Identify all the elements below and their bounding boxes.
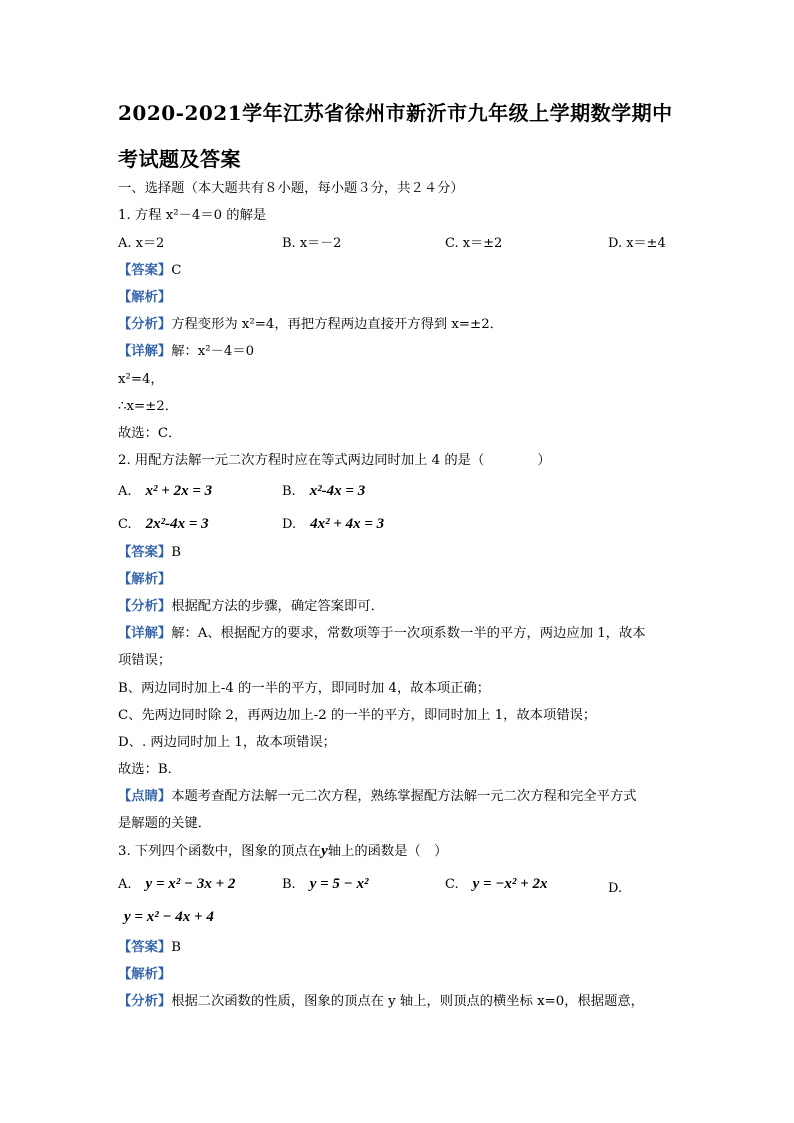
- q1-analysis: [118, 289, 171, 307]
- fenxi-tag: 【分析】: [118, 994, 172, 1009]
- fenxi-text: 根据配方法的步骤，确定答案即可．: [171, 599, 384, 614]
- answer-value: B: [171, 940, 181, 955]
- equation: y = −x² + 2x: [472, 876, 548, 892]
- analysis-tag: 【解析】: [118, 290, 172, 305]
- q3-analysis: [118, 966, 171, 984]
- q3-fenxi: [118, 993, 644, 1011]
- q2-xiangjie-cont: 项错误；: [118, 653, 172, 668]
- xiangjie-tag: 【详解】: [118, 344, 172, 359]
- fenxi-tag: 【分析】: [118, 317, 172, 332]
- q1-fenxi: [118, 316, 503, 334]
- answer-value: C: [171, 263, 182, 278]
- q1-xiangjie: [118, 343, 254, 361]
- dianjing-text: 本题考查配方法解一元二次方程，熟练掌握配方法解一元二次方程和完全平方式: [171, 789, 637, 804]
- stem-var: y: [321, 843, 328, 859]
- fenxi-text: 方程变形为 x²=4，再把方程两边直接开方得到 x=±2．: [171, 317, 503, 332]
- q1-stem: 1. 方程 x²－4＝0 的解是: [118, 208, 267, 223]
- analysis-tag: 【解析】: [118, 967, 172, 982]
- q2-stem: 2. 用配方法解一元二次方程时应在等式两边同时加上 4 的是（ ）: [118, 453, 551, 468]
- option-label: B.: [282, 877, 296, 892]
- stem-pre: 3. 下列四个函数中，图象的顶点在: [118, 844, 322, 859]
- stem-post: 轴上的函数是（ ）: [327, 844, 448, 859]
- xiangjie-text: 解：A、根据配方的要求，常数项等于一次项系数一半的平方，两边应加 1，故本: [171, 626, 646, 641]
- equation: y = x² − 3x + 2: [145, 876, 236, 892]
- q2-answer: [118, 544, 181, 562]
- equation: 4x² + 4x = 3: [310, 516, 385, 532]
- q2-option-a: [118, 482, 212, 501]
- q2-line-c: C、先两边同时除 2，再两边加上-2 的一半的平方，即同时加上 1，故本项错误；: [118, 708, 597, 723]
- equation: x²-4x = 3: [309, 483, 366, 499]
- q2-option-c: [118, 515, 209, 534]
- equation: x² + 2x = 3: [145, 483, 213, 499]
- option-label: C.: [118, 517, 132, 532]
- option-label: A.: [118, 484, 132, 499]
- analysis-tag: 【解析】: [118, 572, 172, 587]
- q1-option-d: D. x＝±4: [608, 236, 666, 251]
- option-label: D.: [608, 881, 623, 896]
- q1-option-a: A. x＝2: [118, 236, 165, 251]
- q3-option-c: [445, 875, 547, 894]
- equation: 2x²-4x = 3: [145, 516, 209, 532]
- q1-option-c: C. x＝±2: [445, 236, 503, 251]
- q3-answer: [118, 939, 181, 957]
- document-title-line2: 考试题及答案: [118, 147, 241, 171]
- q1-step2: x²=4，: [118, 372, 164, 387]
- equation: y = 5 − x²: [309, 876, 369, 892]
- q3-stem: [118, 842, 447, 861]
- option-label: B.: [282, 484, 296, 499]
- q1-option-b: B. x＝－2: [282, 236, 342, 251]
- q1-step3: ∴x=±2．: [118, 399, 178, 414]
- option-label: C.: [445, 877, 459, 892]
- fenxi-tag: 【分析】: [118, 599, 172, 614]
- q3-option-a: [118, 875, 235, 894]
- q2-choose: 故选：B．: [118, 762, 181, 777]
- q3-option-b: [282, 875, 368, 894]
- answer-tag: 【答案】: [118, 263, 172, 278]
- q3-option-d-equation: [110, 908, 214, 927]
- q2-line-d: D、. 两边同时加上 1，故本项错误；: [118, 735, 336, 750]
- q2-analysis: [118, 571, 171, 589]
- answer-tag: 【答案】: [118, 545, 172, 560]
- option-label: D.: [282, 517, 297, 532]
- q3-option-d: [608, 880, 622, 898]
- q2-line-b: B、两边同时加上-4 的一半的平方，即同时加 4，故本项正确；: [118, 681, 491, 696]
- q2-fenxi: [118, 598, 384, 616]
- document-title-line1: 2020-2021学年江苏省徐州市新沂市九年级上学期数学期中: [118, 101, 673, 125]
- equation: y = x² − 4x + 4: [124, 909, 214, 925]
- option-label: A.: [118, 877, 132, 892]
- q2-option-b: [282, 482, 365, 501]
- fenxi-text: 根据二次函数的性质，图象的顶点在 y 轴上，则顶点的横坐标 x=0，根据题意，: [171, 994, 644, 1009]
- q2-xiangjie: [118, 625, 646, 643]
- section-heading: 一、选择题（本大题共有８小题，每小题３分，共２４分）: [118, 181, 464, 196]
- q2-dianjing-cont: 是解题的关键．: [118, 816, 212, 831]
- q1-answer: [118, 262, 181, 280]
- xiangjie-tag: 【详解】: [118, 626, 172, 641]
- q2-option-d: [282, 515, 384, 534]
- answer-tag: 【答案】: [118, 940, 172, 955]
- q1-choose: 故选：C．: [118, 426, 182, 441]
- dianjing-tag: 【点睛】: [118, 789, 172, 804]
- answer-value: B: [171, 545, 181, 560]
- xiangjie-text: 解：x²－4＝0: [171, 344, 255, 359]
- q2-dianjing: [118, 788, 637, 806]
